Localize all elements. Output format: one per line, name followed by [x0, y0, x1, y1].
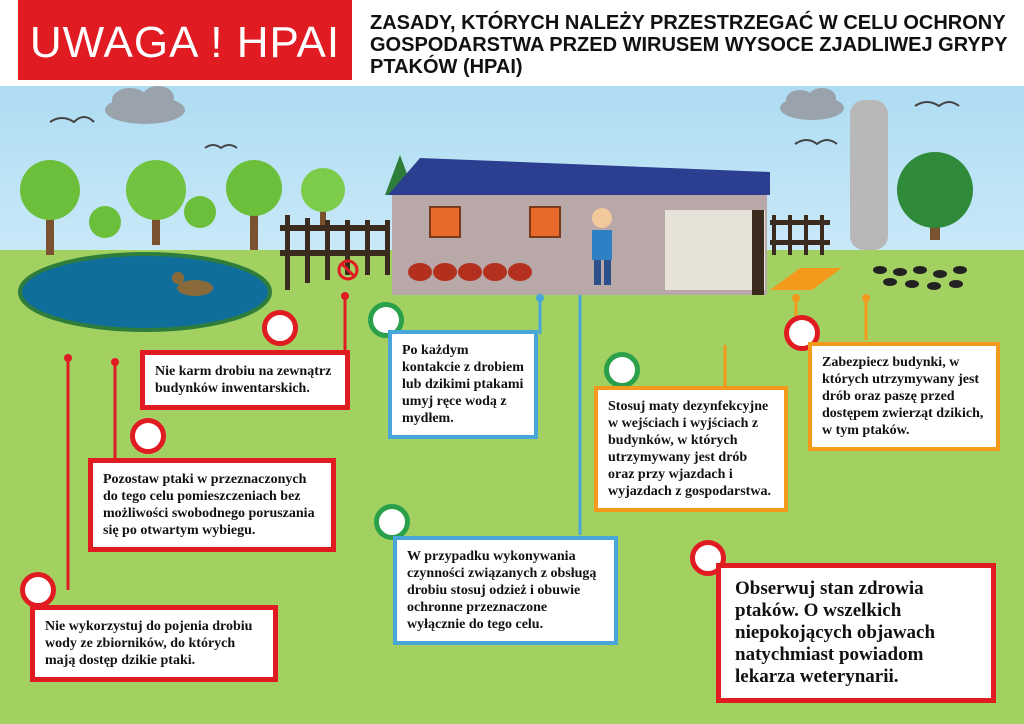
apron-icon — [374, 504, 410, 540]
silo-icon — [850, 100, 888, 250]
chicken-icon — [408, 263, 532, 281]
warning-text: UWAGA ! HPAI — [29, 18, 341, 67]
cloud-icon — [780, 88, 844, 120]
pond-icon — [20, 254, 270, 330]
tip-confine: Pozostaw ptaki w przeznaczonych do tego celu pomieszczeniach bez możliwości swobodnego poruszania się po otwartym wybiegu. — [88, 458, 336, 552]
disinfection-mat-icon — [770, 268, 842, 290]
tip-water: Nie wykorzystuj do pojenia drobiu wody ze zbiorników, do których mają dostęp dzikie ptaki. — [30, 605, 278, 682]
tip-observe-health: Obserwuj stan zdrowia ptaków. O wszelkich niepokojących objawach natychmiast powiadom lekarza weterynarii. — [716, 563, 996, 703]
mat-icon — [604, 352, 640, 388]
no-feeding-icon — [262, 310, 298, 346]
tip-disinfection-mats: Stosuj maty dezynfekcyjne w wejściach i wyjściach z budynków, w których utrzymywany jest drób oraz przy wjazdach i wyjazdach z gospodarstwa. — [594, 386, 788, 512]
feed-pellets-icon — [873, 266, 967, 290]
tip-protective-clothing: W przypadku wykonywania czynności związanych z obsługą drobiu stosuj odzież i obuwie ochronne przeznaczone wyłącznie do tego celu. — [393, 536, 618, 645]
tree-icon — [897, 152, 973, 240]
cloud-icon — [105, 86, 185, 124]
tip-secure-buildings: Zabezpiecz budynki, w których utrzymywany jest drób oraz paszę przed dostępem zwierząt dzikich, w tym ptaków. — [808, 342, 1000, 451]
page-title: ZASADY, KTÓRYCH NALEŻY PRZESTRZEGAĆ W CELU OCHRONY GOSPODARSTWA PRZED WIRUSEM WYSOCE ZJADLIWEJ GRYPY PTAKÓW (HPAI) — [370, 12, 1008, 78]
tip-feeding: Nie karm drobiu na zewnątrz budynków inwentarskich. — [140, 350, 350, 410]
no-free-range-icon — [130, 418, 166, 454]
no-pond-water-icon — [20, 572, 56, 608]
tip-wash-hands: Po każdym kontakcie z drobiem lub dzikimi ptakami umyj ręce wodą z mydłem. — [388, 330, 538, 439]
tree-icon — [20, 155, 415, 255]
